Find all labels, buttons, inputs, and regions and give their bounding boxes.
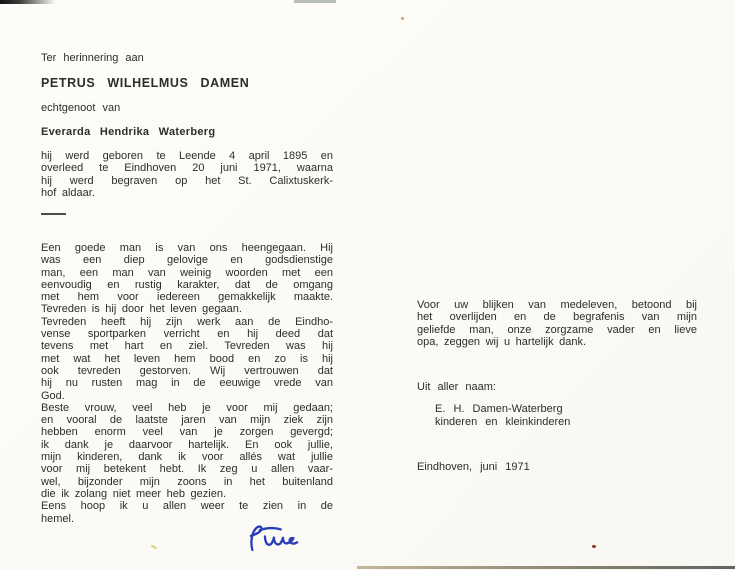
memorial-line: vense sportparken verricht en hij deed dat (41, 328, 333, 341)
memorial-line: tevens met hart en ziel. Tevreden was hij (41, 340, 333, 353)
memorial-line: Een goede man is van ons heengegaan. Hij (41, 242, 333, 254)
deceased-name: PETRUS WILHELMUS DAMEN (41, 76, 250, 90)
signatory-children: kinderen en kleinkinderen (435, 416, 571, 428)
spouse-name: Everarda Hendrika Waterberg (41, 126, 216, 138)
scan-speck-red (592, 545, 596, 548)
memorial-line: was een diep gelovige en godsdienstige (41, 254, 333, 267)
scan-speck-yellow (151, 545, 157, 550)
memorial-line: die ik zolang niet meer heb gezien. (41, 487, 226, 500)
memorial-intro: Ter herinnering aan (41, 52, 144, 64)
scan-speck-orange (401, 17, 404, 20)
memorial-paragraph (41, 242, 333, 525)
memorial-line: eenvoudig en rustig karakter, dat de omgang (41, 278, 333, 291)
memorial-line: ik dank je daarvoor hartelijk. En ook jullie, (41, 438, 333, 451)
scan-artifact-top-smudge (294, 0, 336, 3)
memorial-line: wel, bijzonder mijn zoons in het buitenland (41, 475, 333, 488)
place-date: Eindhoven, juni 1971 (417, 461, 530, 473)
handwritten-signature (243, 520, 310, 556)
acknowledgement-line: opa, zeggen wij u hartelijk dank. (417, 335, 587, 348)
scan-artifact-bottom-edge (357, 566, 735, 569)
life-dates-line: hof aldaar. (41, 186, 95, 199)
memorial-line: Tevreden is hij door het leven gegaan. (41, 303, 242, 316)
life-dates-line: hij werd begraven op het St. Calixtuskerk- (41, 174, 333, 187)
memorial-line: man, een man van weinig woorden met een (41, 266, 333, 279)
memorial-line: en vooral de laatste jaren van mijn ziek zijn (41, 414, 333, 427)
life-dates-line: overleed te Eindhoven 20 juni 1971, waarna (41, 162, 333, 175)
memorial-line: hemel. (41, 512, 75, 525)
memorial-line: hij nu rusten mag in de eeuwige vrede van (41, 377, 333, 390)
memorial-line: voor mij betekent hebt. Ik zeg u allen vaar- (41, 463, 333, 476)
signatory-name: E. H. Damen-Waterberg (435, 403, 563, 415)
life-dates-line: hij werd geboren te Leende 4 april 1895 en (41, 150, 333, 162)
memorial-line: met hem voor iedereen gemakkelijk maakte. (41, 291, 333, 304)
memorial-line: ook tevreden gestorven. Wij vertrouwen dat (41, 364, 333, 377)
acknowledgement-line: het overlijden en de begrafenis van mijn (417, 311, 697, 324)
memorial-line: God. (41, 389, 65, 402)
spouse-intro: echtgenoot van (41, 102, 121, 114)
memorial-line: Eens hoop ik u allen weer te zien in de (41, 500, 333, 513)
from-label: Uit aller naam: (417, 381, 496, 393)
acknowledgement-paragraph (417, 299, 697, 348)
life-dates-paragraph (41, 150, 333, 199)
memorial-line: Tevreden heeft hij zijn werk aan de Eindho- (41, 315, 333, 328)
acknowledgement-line: Voor uw blijken van medeleven, betoond bij (417, 299, 697, 311)
divider-dash (41, 213, 66, 215)
memorial-line: met wat het leven hem bood en zo is hij (41, 352, 333, 365)
memorial-line: hebben enorm veel van je zorgen gevergd; (41, 426, 333, 439)
memorial-line: mijn kinderen, dank ik voor allés wat jullie (41, 451, 333, 464)
scan-artifact-top-left-edge (0, 0, 56, 4)
acknowledgement-line: geliefde man, onze zorgzame vader en lieve (417, 323, 697, 336)
memorial-line: Beste vrouw, veel heb je voor mij gedaan; (41, 401, 333, 414)
